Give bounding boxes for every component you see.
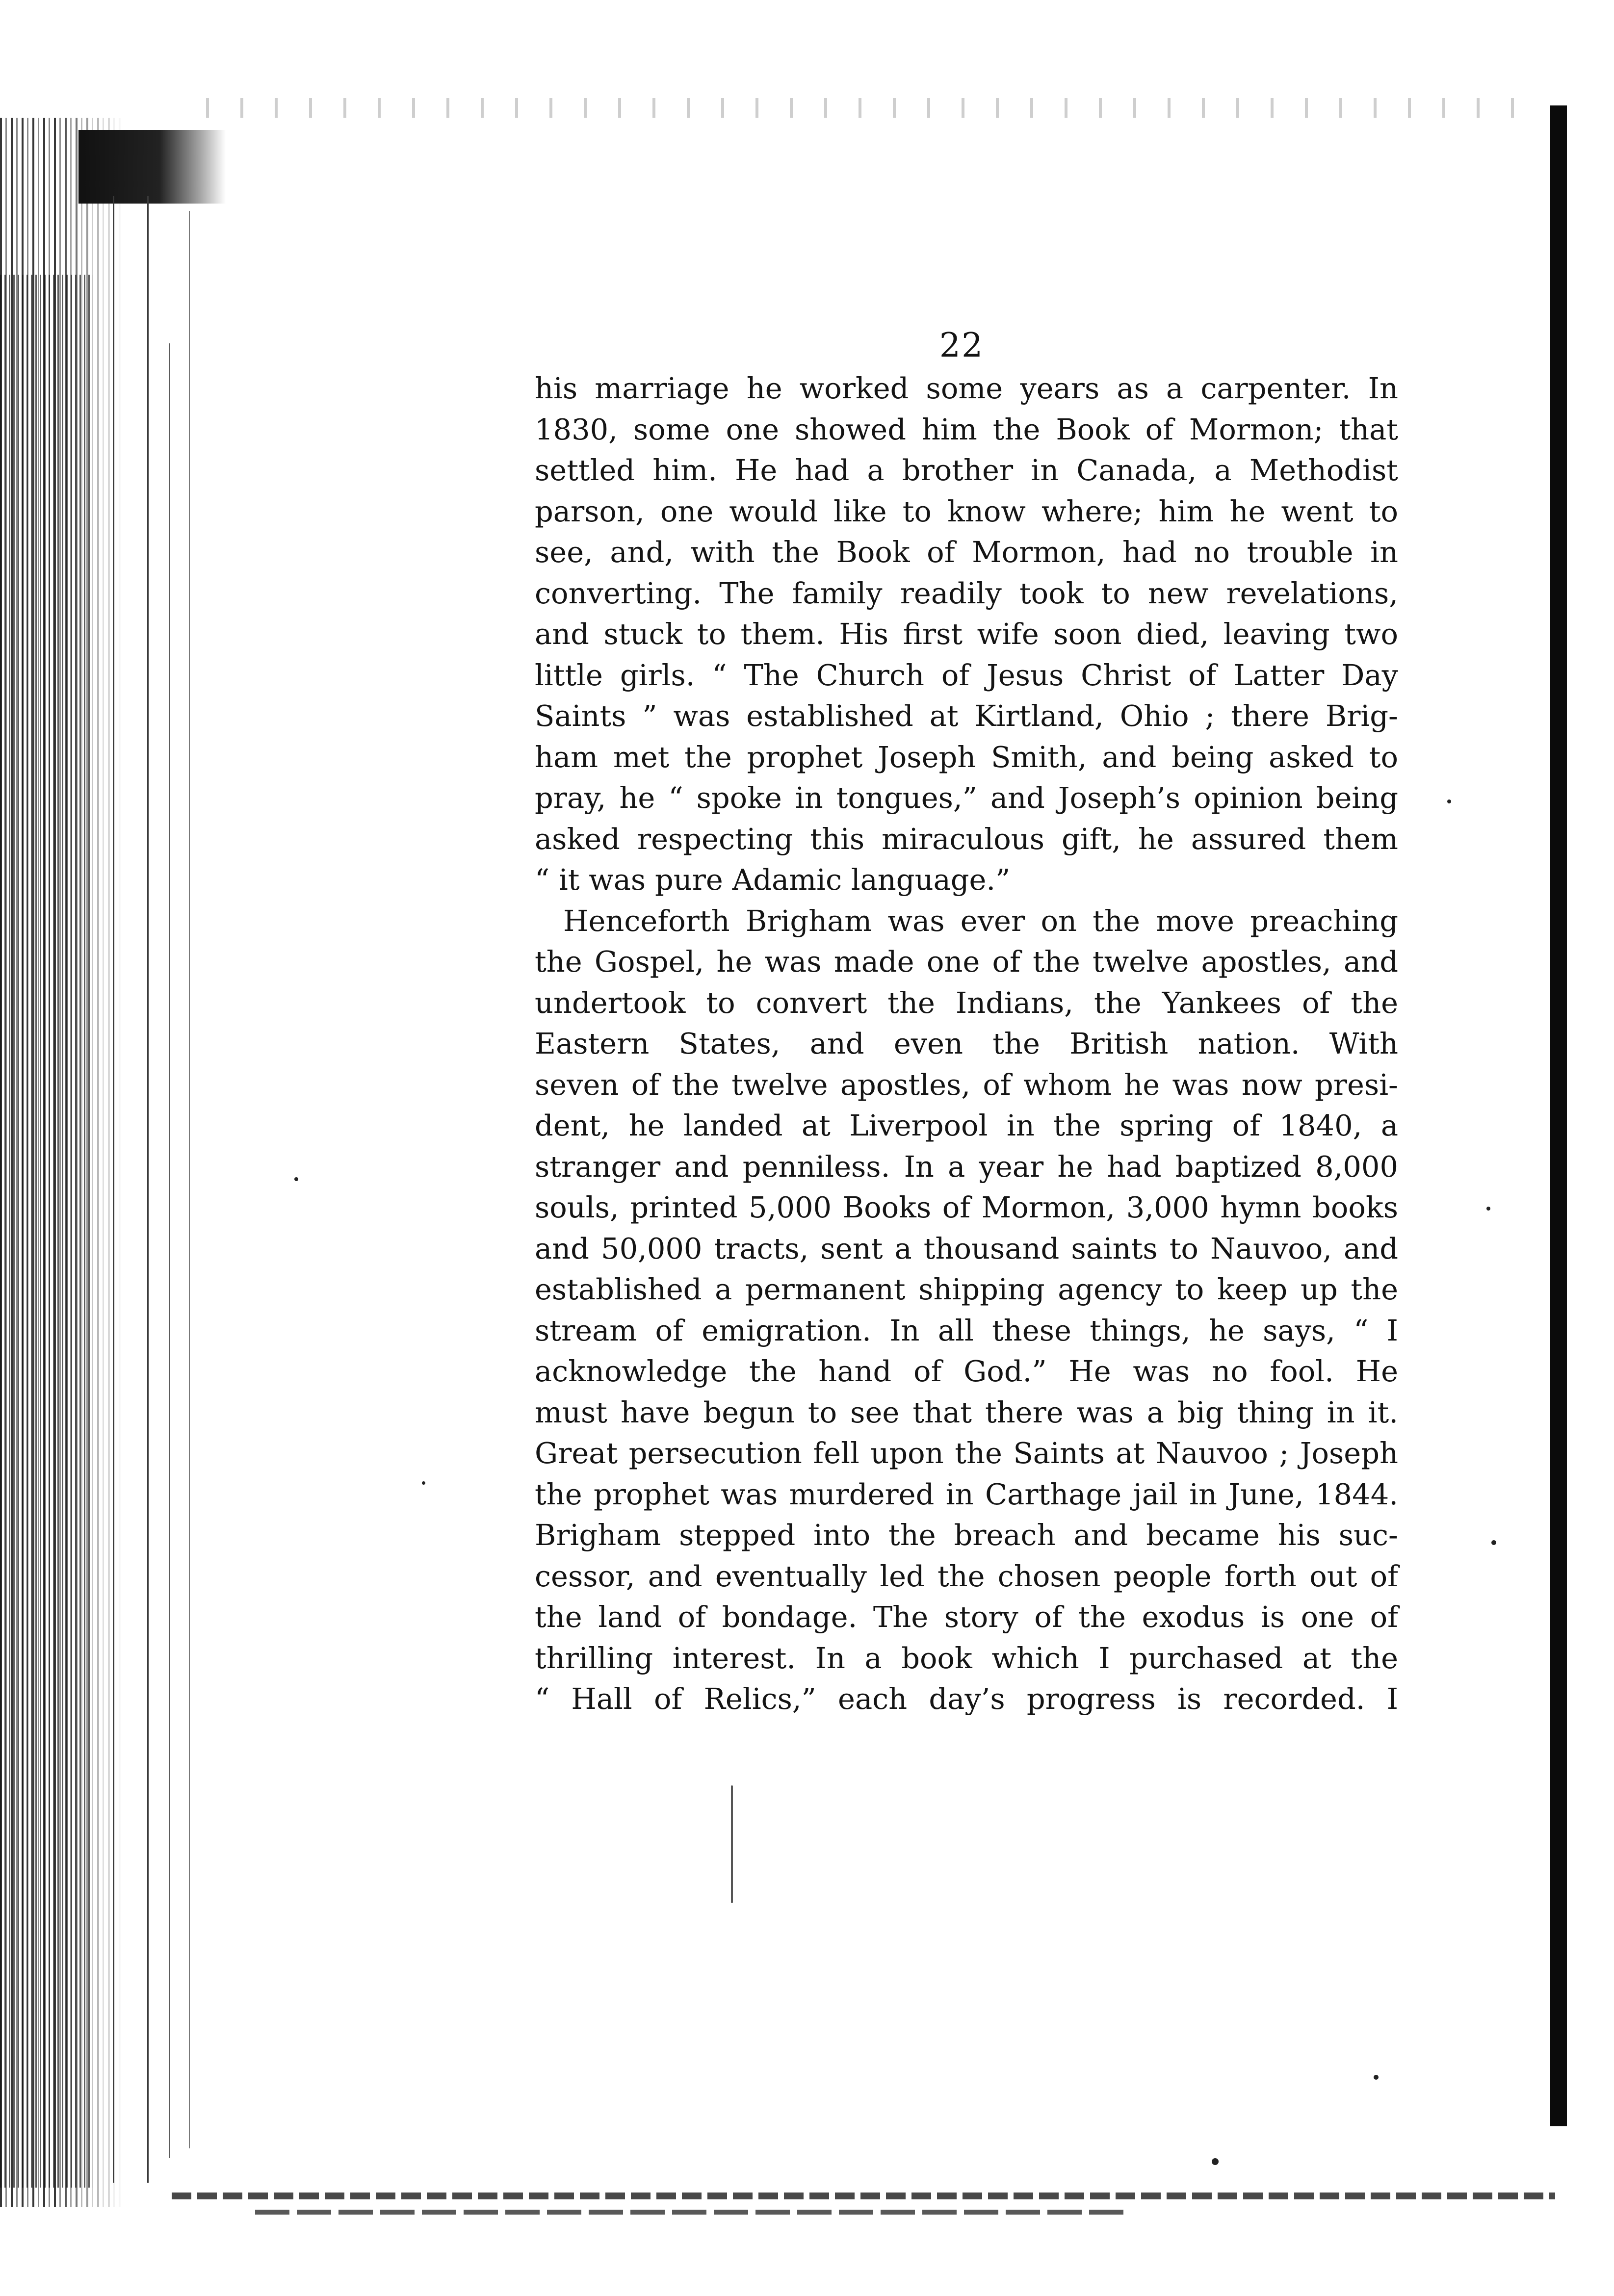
text-line: thrilling interest. In a book which I purchased at the xyxy=(535,1641,1398,1675)
scan-speck xyxy=(1374,2075,1379,2080)
text-line: dent, he landed at Liverpool in the spring of 1840, a xyxy=(535,1109,1398,1142)
scan-speck xyxy=(1491,1540,1496,1545)
text-line: Henceforth Brigham was ever on the move preaching xyxy=(563,903,1398,938)
text-line: must have begun to see that there was a big thing in it. xyxy=(535,1395,1398,1429)
text-line: his marriage he worked some years as a carpenter. In xyxy=(535,371,1398,405)
text-line: seven of the twelve apostles, of whom he was now presi- xyxy=(535,1067,1398,1102)
text-line: the prophet was murdered in Carthage jail in June, 1844. xyxy=(535,1477,1398,1511)
scan-speck xyxy=(422,1481,425,1485)
text-line: Saints ” was established at Kirtland, Ohio ; there Brig- xyxy=(535,699,1398,733)
binding-rule xyxy=(169,343,170,2158)
page-number: 22 xyxy=(939,326,984,365)
text-line: and 50,000 tracts, sent a thousand saints to Nauvoo, and xyxy=(535,1231,1398,1265)
text-line: the Gospel, he was made one of the twelve apostles, and xyxy=(535,945,1398,979)
scan-speck xyxy=(294,1177,298,1181)
text-line: settled him. He had a brother in Canada, a Methodist xyxy=(535,453,1398,487)
text-line: Brigham stepped into the breach and became his suc- xyxy=(535,1518,1398,1552)
bottom-scan-edge xyxy=(255,2210,1128,2215)
scan-speck xyxy=(1447,800,1451,803)
binding-edge xyxy=(0,275,93,2188)
text-line: “ it was pure Adamic language.” xyxy=(535,863,1011,897)
binding-rule xyxy=(189,211,190,2148)
binding-dark-corner xyxy=(78,130,226,204)
text-line: little girls. “ The Church of Jesus Christ of Latter Day xyxy=(535,658,1398,692)
text-line: “ Hall of Relics,” each day’s progress is recorded. I xyxy=(535,1682,1398,1716)
right-scan-edge xyxy=(1550,105,1567,2126)
text-line: cessor, and eventually led the chosen people forth out of xyxy=(535,1559,1398,1593)
binding-rule xyxy=(113,196,114,2183)
text-line: stranger and penniless. In a year he had baptized 8,000 xyxy=(535,1149,1398,1184)
text-line: converting. The family readily took to new revelations, xyxy=(535,576,1398,610)
text-line: established a permanent shipping agency to keep up the xyxy=(535,1272,1398,1306)
text-line: acknowledge the hand of God.” He was no fool. He xyxy=(535,1354,1398,1388)
paragraph xyxy=(535,368,1398,901)
bottom-scan-edge xyxy=(172,2193,1555,2199)
text-line: Great persecution fell upon the Saints at Nauvoo ; Joseph xyxy=(535,1436,1398,1470)
text-line: souls, printed 5,000 Books of Mormon, 3,000 hymn books xyxy=(535,1190,1398,1224)
text-line: ham met the prophet Joseph Smith, and being asked to xyxy=(535,740,1398,774)
text-line: pray, he “ spoke in tongues,” and Joseph’s opinion being xyxy=(535,781,1398,815)
body-text xyxy=(535,368,1398,1720)
paragraphs xyxy=(535,368,1398,1720)
text-line: parson, one would like to know where; him he went to xyxy=(535,494,1398,528)
text-line: Eastern States, and even the British nation. With xyxy=(535,1027,1398,1060)
text-line: stream of emigration. In all these things, he says, “ I xyxy=(535,1313,1398,1347)
paragraph xyxy=(535,901,1398,1720)
text-line: undertook to convert the Indians, the Yankees of the xyxy=(535,985,1398,1020)
scan-speck xyxy=(1486,1207,1490,1211)
text-line: the land of bondage. The story of the exodus is one of xyxy=(535,1600,1398,1634)
text-line: and stuck to them. His first wife soon died, leaving two xyxy=(535,617,1398,651)
text-line: asked respecting this miraculous gift, he assured them xyxy=(535,822,1398,856)
binding-rule xyxy=(147,196,149,2183)
text-line: 1830, some one showed him the Book of Mormon; that xyxy=(535,412,1398,446)
scan-speck xyxy=(1212,2158,1219,2165)
text-line: see, and, with the Book of Mormon, had no trouble in xyxy=(535,535,1398,569)
scan-mark xyxy=(731,1785,733,1903)
top-edge-noise xyxy=(206,98,1531,118)
